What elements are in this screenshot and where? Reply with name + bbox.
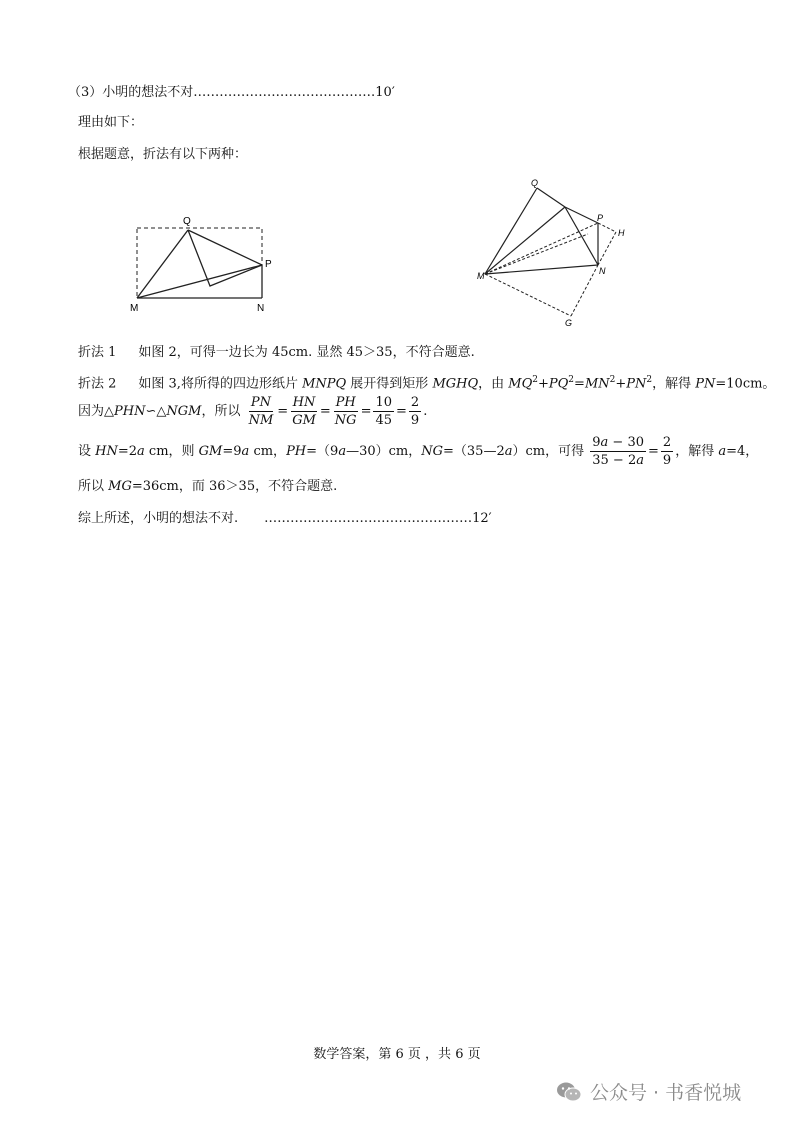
numerator-part: − 30 xyxy=(608,435,644,450)
fig2-label-q: Q xyxy=(183,216,191,227)
var-a: a xyxy=(338,444,347,459)
fig3-edge-mj xyxy=(485,234,588,274)
similar-text: ，所以 xyxy=(201,404,241,419)
setup-text: ）cm，可得 xyxy=(512,444,585,459)
summary-text: 综上所述，小明的想法不对. xyxy=(78,511,239,526)
fig2-label-n: N xyxy=(257,303,265,314)
fig2-dashed-rect xyxy=(137,228,262,298)
fig3-label-m: M xyxy=(477,271,485,281)
summary-line xyxy=(78,510,492,528)
fraction-numerator: PH xyxy=(335,395,356,410)
watermark-text: 公众号 · 书香悦城 xyxy=(590,1082,742,1104)
figure-3 xyxy=(470,176,630,328)
method2-tag: 折法 2 xyxy=(78,376,117,392)
setup-text: ，解得 xyxy=(675,444,719,459)
var-pq: PQ xyxy=(548,376,569,392)
intro-text: 根据题意，折法有以下两种： xyxy=(78,147,248,162)
wechat-icon xyxy=(556,1081,582,1103)
fig3-label-h: H xyxy=(618,228,625,238)
equals-sign: = xyxy=(360,404,372,419)
fraction-2-9 xyxy=(409,394,421,429)
fraction-numerator: PN xyxy=(250,395,271,410)
var-mnpq: MNPQ xyxy=(302,376,347,392)
var-mq: MQ xyxy=(508,376,533,392)
fraction-hn-gm xyxy=(290,394,318,429)
fig2-fold-flap xyxy=(188,230,262,286)
superscript: 2 xyxy=(568,375,575,385)
fraction-numerator: 2 xyxy=(410,395,420,410)
method2-text: ，由 xyxy=(478,376,509,392)
figure-2 xyxy=(126,212,276,314)
fig3-edge-mn xyxy=(485,265,598,274)
method1-text: 如图 2，可得一边长为 45cm. 显然 45＞35，不符合题意. xyxy=(138,345,475,360)
similar-text: ∽△ xyxy=(145,404,167,419)
similar-line xyxy=(78,392,427,432)
method2-text: =10cm。 xyxy=(715,376,776,392)
denominator-part: 35 − 2 xyxy=(592,453,637,468)
var-ph: PH xyxy=(286,444,307,459)
setup-text: =4， xyxy=(726,444,759,459)
equals-sign: = xyxy=(277,404,289,419)
fraction-numerator: 10 xyxy=(375,395,393,410)
summary-score: 12′ xyxy=(472,511,492,526)
method2-line xyxy=(78,371,775,393)
superscript: 2 xyxy=(646,375,653,385)
var-ngm: NGM xyxy=(166,404,202,419)
method2-text: 如图 3,将所得的四边形纸片 xyxy=(138,376,303,392)
fraction-numerator: 2 xyxy=(662,435,672,450)
reason-label: 理由如下： xyxy=(78,115,144,130)
setup-text: 设 xyxy=(78,444,96,459)
part3-label: （3）小明的想法不对 xyxy=(68,85,194,100)
setup-text: cm，则 xyxy=(144,444,199,459)
var-a: a xyxy=(137,444,145,459)
fig3-label-g: G xyxy=(565,318,573,328)
similar-text: 因为△ xyxy=(78,404,114,419)
fig3-edge-mk xyxy=(485,207,565,274)
var-a: a xyxy=(600,435,609,450)
var-pn: PN xyxy=(626,376,647,392)
fig2-edge-mq xyxy=(137,230,188,298)
var-a: a xyxy=(718,444,727,459)
numerator-part: 9 xyxy=(592,435,601,450)
setup-text: =（9 xyxy=(306,444,339,459)
summary-dots: ………………………………………… xyxy=(264,511,473,526)
setup-text: cm， xyxy=(249,444,287,459)
fraction-pn-nm xyxy=(247,394,276,429)
conclude-line xyxy=(78,478,337,496)
fraction-denominator: NM xyxy=(248,413,274,428)
fraction-numerator xyxy=(590,434,646,452)
var-a: a xyxy=(504,444,513,459)
period: . xyxy=(423,404,428,419)
part3-score: 10′ xyxy=(375,85,395,100)
var-hn: HN xyxy=(95,444,118,459)
fig2-label-p: P xyxy=(265,259,272,270)
fraction-denominator: 9 xyxy=(410,413,420,428)
setup-text: —30）cm， xyxy=(346,444,422,459)
var-mghq: MGHQ xyxy=(432,376,479,392)
fraction-10-45 xyxy=(373,394,394,429)
page-footer: 数学答案，第 6 页 ，共 6 页 xyxy=(313,1047,481,1062)
superscript: 2 xyxy=(609,375,616,385)
fig3-edge-qk xyxy=(537,188,565,207)
var-mn: MN xyxy=(584,376,610,392)
method2-text: + xyxy=(615,376,627,392)
var-mg: MG xyxy=(108,479,132,494)
var-phn: PHN xyxy=(114,404,146,419)
fig3-edge-ph xyxy=(598,223,616,232)
var-pn: PN xyxy=(695,376,716,392)
method2-text: + xyxy=(537,376,549,392)
part3-line xyxy=(68,84,395,102)
fig3-label-n: N xyxy=(599,266,606,276)
conclude-text: 所以 xyxy=(78,479,109,494)
setup-line xyxy=(78,432,758,472)
var-a: a xyxy=(241,444,250,459)
setup-text: =2 xyxy=(117,444,138,459)
fraction-denominator: NG xyxy=(334,413,357,428)
fraction-denominator: GM xyxy=(292,413,316,428)
fig3-label-p: P xyxy=(597,213,604,223)
method2-text: 展开得到矩形 xyxy=(346,376,433,392)
var-gm: GM xyxy=(198,444,223,459)
setup-text: =（35—2 xyxy=(443,444,505,459)
fraction-denominator: 9 xyxy=(662,453,672,468)
fig3-edge-mq xyxy=(485,188,537,274)
fraction-denominator xyxy=(590,452,646,469)
fraction-equation xyxy=(590,434,646,469)
fraction-2-9 xyxy=(661,434,673,469)
fig3-edge-hn xyxy=(598,232,616,265)
fraction-numerator: HN xyxy=(292,395,316,410)
watermark xyxy=(556,1078,741,1105)
fig3-label-q: Q xyxy=(531,178,539,188)
method1-line xyxy=(78,344,475,362)
conclude-text: =36cm，而 36＞35，不符合题意. xyxy=(131,479,338,494)
method2-text: ，解得 xyxy=(652,376,696,392)
fig3-edge-mg xyxy=(485,274,571,316)
fig2-label-m: M xyxy=(130,303,139,314)
fig2-edge-mp xyxy=(137,265,262,298)
fig3-edge-gn xyxy=(571,265,598,316)
equals-sign: = xyxy=(396,404,407,419)
equals-sign: = xyxy=(648,444,659,459)
fraction-denominator: 45 xyxy=(375,413,393,428)
fraction-ph-ng xyxy=(333,394,359,429)
superscript: 2 xyxy=(532,375,538,385)
part3-dots: …………………………………… xyxy=(193,85,376,100)
method2-text: = xyxy=(574,376,585,392)
method1-tag: 折法 1 xyxy=(78,345,117,360)
var-ng: NG xyxy=(421,444,444,459)
equals-sign: = xyxy=(319,404,331,419)
setup-text: =9 xyxy=(222,444,242,459)
var-a: a xyxy=(636,453,644,468)
fig3-edge-kn xyxy=(565,207,598,265)
